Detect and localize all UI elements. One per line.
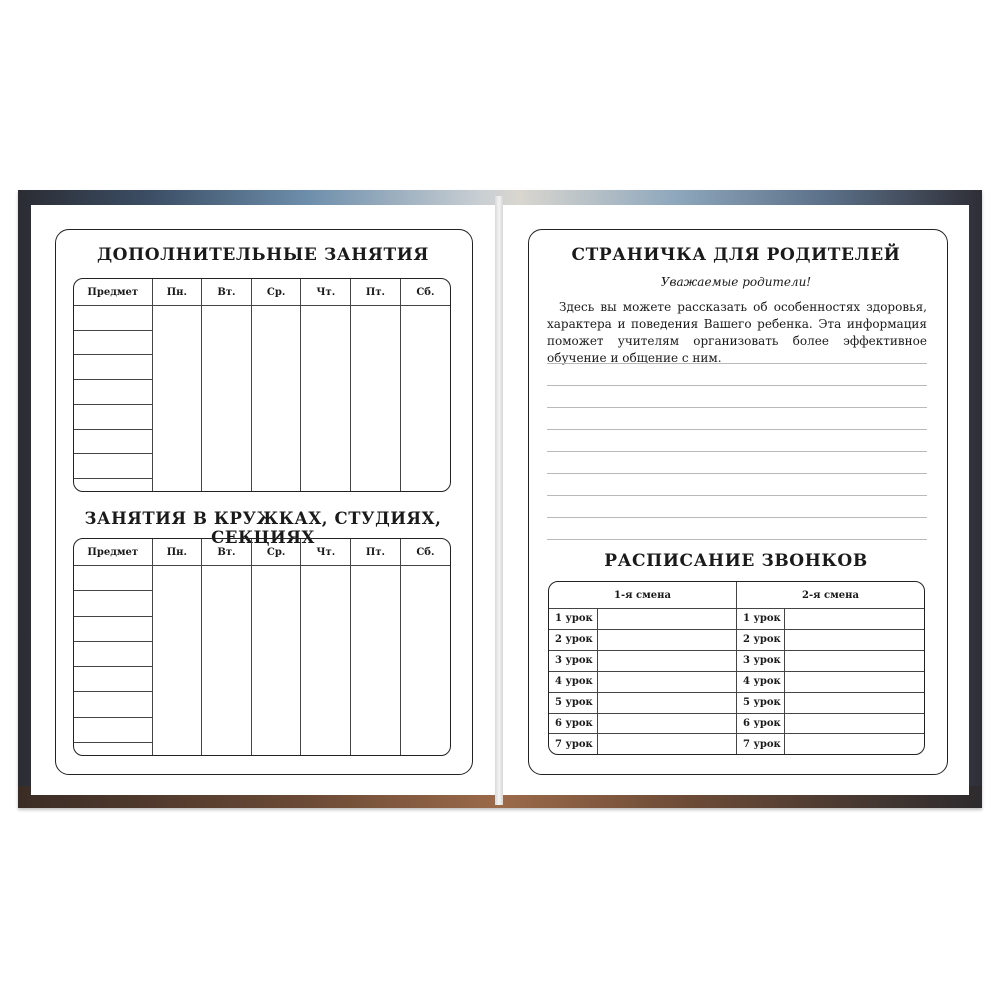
empty-cell xyxy=(351,479,401,491)
empty-cell xyxy=(202,667,252,692)
empty-cell xyxy=(400,479,450,491)
empty-cell xyxy=(251,306,301,331)
lesson-label: 5 урок xyxy=(549,692,597,713)
bells-table xyxy=(549,582,924,754)
extra_classes-header-5: Пт. xyxy=(351,279,401,306)
empty-cell xyxy=(251,641,301,666)
shift-header-2: 2-я смена xyxy=(737,582,925,609)
lesson-label: 4 урок xyxy=(737,671,785,692)
table-row xyxy=(549,650,924,671)
empty-cell xyxy=(74,667,152,692)
empty-cell xyxy=(152,667,202,692)
empty-cell xyxy=(202,692,252,717)
table-row xyxy=(74,404,450,429)
extra_classes-header-2: Вт. xyxy=(202,279,252,306)
writing-line xyxy=(547,473,927,474)
empty-cell xyxy=(301,306,351,331)
empty-cell xyxy=(400,616,450,641)
table-row xyxy=(74,591,450,616)
lesson-time-cell xyxy=(597,671,737,692)
clubs-header-2: Вт. xyxy=(202,539,252,566)
empty-cell xyxy=(74,591,152,616)
empty-cell xyxy=(152,566,202,591)
empty-cell xyxy=(202,742,252,755)
empty-cell xyxy=(351,717,401,742)
empty-cell xyxy=(152,717,202,742)
table-row xyxy=(549,609,924,630)
empty-cell xyxy=(74,355,152,380)
lesson-label: 7 урок xyxy=(549,734,597,754)
bells-header-row xyxy=(549,582,924,609)
lesson-time-cell xyxy=(597,609,737,630)
lesson-label: 2 урок xyxy=(549,629,597,650)
lesson-label: 3 урок xyxy=(549,650,597,671)
empty-cell xyxy=(251,667,301,692)
empty-cell xyxy=(251,616,301,641)
empty-cell xyxy=(152,616,202,641)
empty-cell xyxy=(202,330,252,355)
empty-cell xyxy=(301,616,351,641)
empty-cell xyxy=(400,692,450,717)
clubs-header-5: Пт. xyxy=(351,539,401,566)
empty-cell xyxy=(74,454,152,479)
writing-line xyxy=(547,407,927,408)
empty-cell xyxy=(202,591,252,616)
lesson-label: 1 урок xyxy=(549,609,597,630)
table-row xyxy=(74,306,450,331)
lesson-label: 6 урок xyxy=(737,713,785,734)
clubs-table-box xyxy=(73,538,451,756)
extra_classes-header-6: Сб. xyxy=(400,279,450,306)
writing-line xyxy=(547,495,927,496)
left-page xyxy=(31,205,495,795)
empty-cell xyxy=(400,717,450,742)
empty-cell xyxy=(251,566,301,591)
extra-classes-table-box xyxy=(73,278,451,492)
clubs-header-row xyxy=(74,539,450,566)
table-row xyxy=(74,454,450,479)
empty-cell xyxy=(152,355,202,380)
empty-cell xyxy=(202,404,252,429)
parents-instructions: Здесь вы можете рассказать об особенностях здоровья, характера и поведения Вашего ребенка. Эта информация поможет учителям организовать более эффективное обучение и общение с ним. xyxy=(547,300,927,365)
empty-cell xyxy=(301,429,351,454)
empty-cell xyxy=(251,355,301,380)
lesson-label: 3 урок xyxy=(737,650,785,671)
lesson-label: 4 урок xyxy=(549,671,597,692)
empty-cell xyxy=(400,330,450,355)
lesson-time-cell xyxy=(597,713,737,734)
empty-cell xyxy=(152,380,202,405)
empty-cell xyxy=(400,355,450,380)
empty-cell xyxy=(152,454,202,479)
table-row xyxy=(549,692,924,713)
lesson-time-cell xyxy=(785,650,925,671)
extra_classes-header-1: Пн. xyxy=(152,279,202,306)
bells-table-box xyxy=(548,581,925,755)
empty-cell xyxy=(202,479,252,491)
extra_classes-header-4: Чт. xyxy=(301,279,351,306)
empty-cell xyxy=(251,454,301,479)
empty-cell xyxy=(251,429,301,454)
empty-cell xyxy=(202,717,252,742)
clubs-header-0: Предмет xyxy=(74,539,152,566)
empty-cell xyxy=(351,380,401,405)
empty-cell xyxy=(202,641,252,666)
empty-cell xyxy=(301,641,351,666)
empty-cell xyxy=(301,330,351,355)
lesson-time-cell xyxy=(785,671,925,692)
empty-cell xyxy=(301,717,351,742)
empty-cell xyxy=(400,641,450,666)
empty-cell xyxy=(301,566,351,591)
empty-cell xyxy=(400,429,450,454)
clubs-table xyxy=(74,539,450,755)
clubs-header-6: Сб. xyxy=(400,539,450,566)
shift-header-1: 1-я смена xyxy=(549,582,737,609)
empty-cell xyxy=(351,742,401,755)
table-row xyxy=(74,692,450,717)
empty-cell xyxy=(351,454,401,479)
lesson-time-cell xyxy=(597,629,737,650)
table-row xyxy=(74,479,450,491)
empty-cell xyxy=(202,616,252,641)
empty-cell xyxy=(202,454,252,479)
table-row xyxy=(74,429,450,454)
empty-cell xyxy=(351,404,401,429)
table-row xyxy=(74,641,450,666)
lesson-label: 1 урок xyxy=(737,609,785,630)
empty-cell xyxy=(152,330,202,355)
empty-cell xyxy=(251,479,301,491)
empty-cell xyxy=(400,404,450,429)
empty-cell xyxy=(74,380,152,405)
empty-cell xyxy=(251,692,301,717)
empty-cell xyxy=(74,429,152,454)
empty-cell xyxy=(351,616,401,641)
empty-cell xyxy=(251,330,301,355)
parents-greeting: Уважаемые родители! xyxy=(660,275,812,289)
bells-title: РАСПИСАНИЕ ЗВОНКОВ xyxy=(604,551,868,571)
empty-cell xyxy=(74,566,152,591)
empty-cell xyxy=(400,566,450,591)
lesson-time-cell xyxy=(785,734,925,754)
empty-cell xyxy=(351,330,401,355)
writing-line xyxy=(547,451,927,452)
empty-cell xyxy=(251,717,301,742)
empty-cell xyxy=(152,641,202,666)
extra-classes-header-row xyxy=(74,279,450,306)
empty-cell xyxy=(152,742,202,755)
empty-cell xyxy=(251,380,301,405)
right-page xyxy=(503,205,969,795)
lesson-time-cell xyxy=(597,692,737,713)
empty-cell xyxy=(351,692,401,717)
table-row xyxy=(74,616,450,641)
lesson-time-cell xyxy=(597,650,737,671)
table-row xyxy=(549,671,924,692)
empty-cell xyxy=(251,591,301,616)
table-row xyxy=(549,734,924,754)
empty-cell xyxy=(74,306,152,331)
parents-page-title: СТРАНИЧКА ДЛЯ РОДИТЕЛЕЙ xyxy=(571,245,901,265)
writing-line xyxy=(547,429,927,430)
empty-cell xyxy=(301,667,351,692)
table-row xyxy=(74,667,450,692)
lesson-label: 6 урок xyxy=(549,713,597,734)
table-row xyxy=(74,717,450,742)
clubs-header-4: Чт. xyxy=(301,539,351,566)
table-row xyxy=(74,330,450,355)
clubs-header-3: Ср. xyxy=(251,539,301,566)
empty-cell xyxy=(351,591,401,616)
empty-cell xyxy=(400,454,450,479)
empty-cell xyxy=(301,692,351,717)
extra-classes-table xyxy=(74,279,450,491)
empty-cell xyxy=(351,641,401,666)
empty-cell xyxy=(74,616,152,641)
empty-cell xyxy=(74,479,152,491)
empty-cell xyxy=(152,429,202,454)
empty-cell xyxy=(202,355,252,380)
clubs-title: ЗАНЯТИЯ В КРУЖКАХ, СТУДИЯХ, СЕКЦИЯХ xyxy=(84,509,442,547)
writing-line xyxy=(547,539,927,540)
empty-cell xyxy=(152,591,202,616)
empty-cell xyxy=(152,404,202,429)
table-row xyxy=(74,742,450,755)
empty-cell xyxy=(351,566,401,591)
extra-classes-title: ДОПОЛНИТЕЛЬНЫЕ ЗАНЯТИЯ xyxy=(96,245,430,265)
table-row xyxy=(74,355,450,380)
lesson-label: 7 урок xyxy=(737,734,785,754)
empty-cell xyxy=(400,591,450,616)
empty-cell xyxy=(251,404,301,429)
lesson-label: 2 урок xyxy=(737,629,785,650)
empty-cell xyxy=(400,742,450,755)
empty-cell xyxy=(400,306,450,331)
writing-line xyxy=(547,363,927,364)
empty-cell xyxy=(74,692,152,717)
empty-cell xyxy=(351,355,401,380)
empty-cell xyxy=(74,404,152,429)
empty-cell xyxy=(202,306,252,331)
empty-cell xyxy=(301,404,351,429)
lesson-time-cell xyxy=(597,734,737,754)
empty-cell xyxy=(152,692,202,717)
table-row xyxy=(74,566,450,591)
notebook-spine xyxy=(495,196,503,805)
empty-cell xyxy=(202,380,252,405)
empty-cell xyxy=(74,742,152,755)
writing-line xyxy=(547,385,927,386)
empty-cell xyxy=(74,330,152,355)
lesson-time-cell xyxy=(785,692,925,713)
empty-cell xyxy=(152,306,202,331)
empty-cell xyxy=(400,380,450,405)
empty-cell xyxy=(202,566,252,591)
empty-cell xyxy=(351,667,401,692)
empty-cell xyxy=(301,591,351,616)
extra_classes-header-3: Ср. xyxy=(251,279,301,306)
empty-cell xyxy=(351,306,401,331)
empty-cell xyxy=(152,479,202,491)
table-row xyxy=(549,629,924,650)
extra_classes-header-0: Предмет xyxy=(74,279,152,306)
lesson-label: 5 урок xyxy=(737,692,785,713)
empty-cell xyxy=(351,429,401,454)
empty-cell xyxy=(301,454,351,479)
empty-cell xyxy=(74,641,152,666)
empty-cell xyxy=(301,742,351,755)
writing-line xyxy=(547,517,927,518)
table-row xyxy=(74,380,450,405)
lesson-time-cell xyxy=(785,713,925,734)
lesson-time-cell xyxy=(785,629,925,650)
empty-cell xyxy=(400,667,450,692)
empty-cell xyxy=(74,717,152,742)
empty-cell xyxy=(301,479,351,491)
table-row xyxy=(549,713,924,734)
empty-cell xyxy=(301,380,351,405)
clubs-header-1: Пн. xyxy=(152,539,202,566)
empty-cell xyxy=(202,429,252,454)
lesson-time-cell xyxy=(785,609,925,630)
empty-cell xyxy=(251,742,301,755)
empty-cell xyxy=(301,355,351,380)
